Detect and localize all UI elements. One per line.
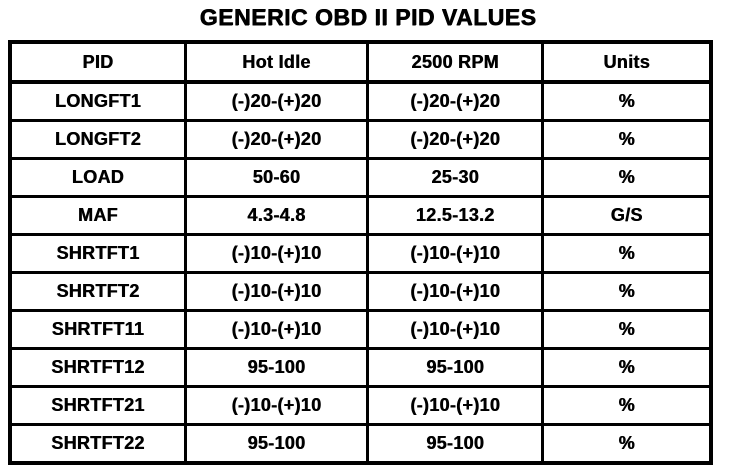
table-cell: (-)10-(+)10 [185, 235, 367, 273]
header-row [10, 42, 711, 82]
table-cell: % [543, 121, 711, 159]
table-cell: (-)10-(+)10 [368, 235, 543, 273]
table-cell: (-)20-(+)20 [185, 121, 367, 159]
table-cell: % [543, 425, 711, 464]
table-cell: MAF [10, 197, 185, 235]
table-cell: 95-100 [185, 425, 367, 464]
table-cell: % [543, 273, 711, 311]
table-row [10, 387, 711, 425]
table-cell: 50-60 [185, 159, 367, 197]
table-cell: 95-100 [185, 349, 367, 387]
table-cell: SHRTFT21 [10, 387, 185, 425]
table-cell: SHRTFT2 [10, 273, 185, 311]
table-row [10, 197, 711, 235]
table-cell: % [543, 159, 711, 197]
table-cell: SHRTFT11 [10, 311, 185, 349]
header-cell-pid: PID [10, 42, 185, 82]
table-cell: % [543, 311, 711, 349]
table-cell: LONGFT1 [10, 82, 185, 121]
table-cell: LOAD [10, 159, 185, 197]
table-cell: LONGFT2 [10, 121, 185, 159]
table-cell: G/S [543, 197, 711, 235]
table-row [10, 425, 711, 464]
table-cell: (-)10-(+)10 [185, 387, 367, 425]
table-cell: (-)20-(+)20 [185, 82, 367, 121]
table-cell: 95-100 [368, 425, 543, 464]
table-row [10, 121, 711, 159]
table-cell: % [543, 349, 711, 387]
table-body [10, 82, 711, 463]
header-cell-units: Units [543, 42, 711, 82]
table-row [10, 82, 711, 121]
page-title: GENERIC OBD II PID VALUES [199, 4, 537, 30]
table-cell: (-)20-(+)20 [368, 121, 543, 159]
table-cell: SHRTFT1 [10, 235, 185, 273]
table-cell: (-)10-(+)10 [368, 387, 543, 425]
table-cell: (-)10-(+)10 [185, 311, 367, 349]
table-row [10, 349, 711, 387]
header-cell-hot-idle: Hot Idle [185, 42, 367, 82]
table-cell: (-)10-(+)10 [185, 273, 367, 311]
table-cell: SHRTFT22 [10, 425, 185, 464]
table-cell: (-)10-(+)10 [368, 311, 543, 349]
table-row [10, 159, 711, 197]
table-cell: % [543, 387, 711, 425]
pid-values-table [8, 40, 713, 465]
table-cell: % [543, 235, 711, 273]
table-cell: 95-100 [368, 349, 543, 387]
table-row [10, 273, 711, 311]
header-cell-2500-rpm: 2500 RPM [368, 42, 543, 82]
table-cell: 12.5-13.2 [368, 197, 543, 235]
table-cell: SHRTFT12 [10, 349, 185, 387]
table-cell: (-)20-(+)20 [368, 82, 543, 121]
table-cell: 4.3-4.8 [185, 197, 367, 235]
table-row [10, 235, 711, 273]
table-cell: 25-30 [368, 159, 543, 197]
table-row [10, 311, 711, 349]
table-cell: (-)10-(+)10 [368, 273, 543, 311]
table-cell: % [543, 82, 711, 121]
